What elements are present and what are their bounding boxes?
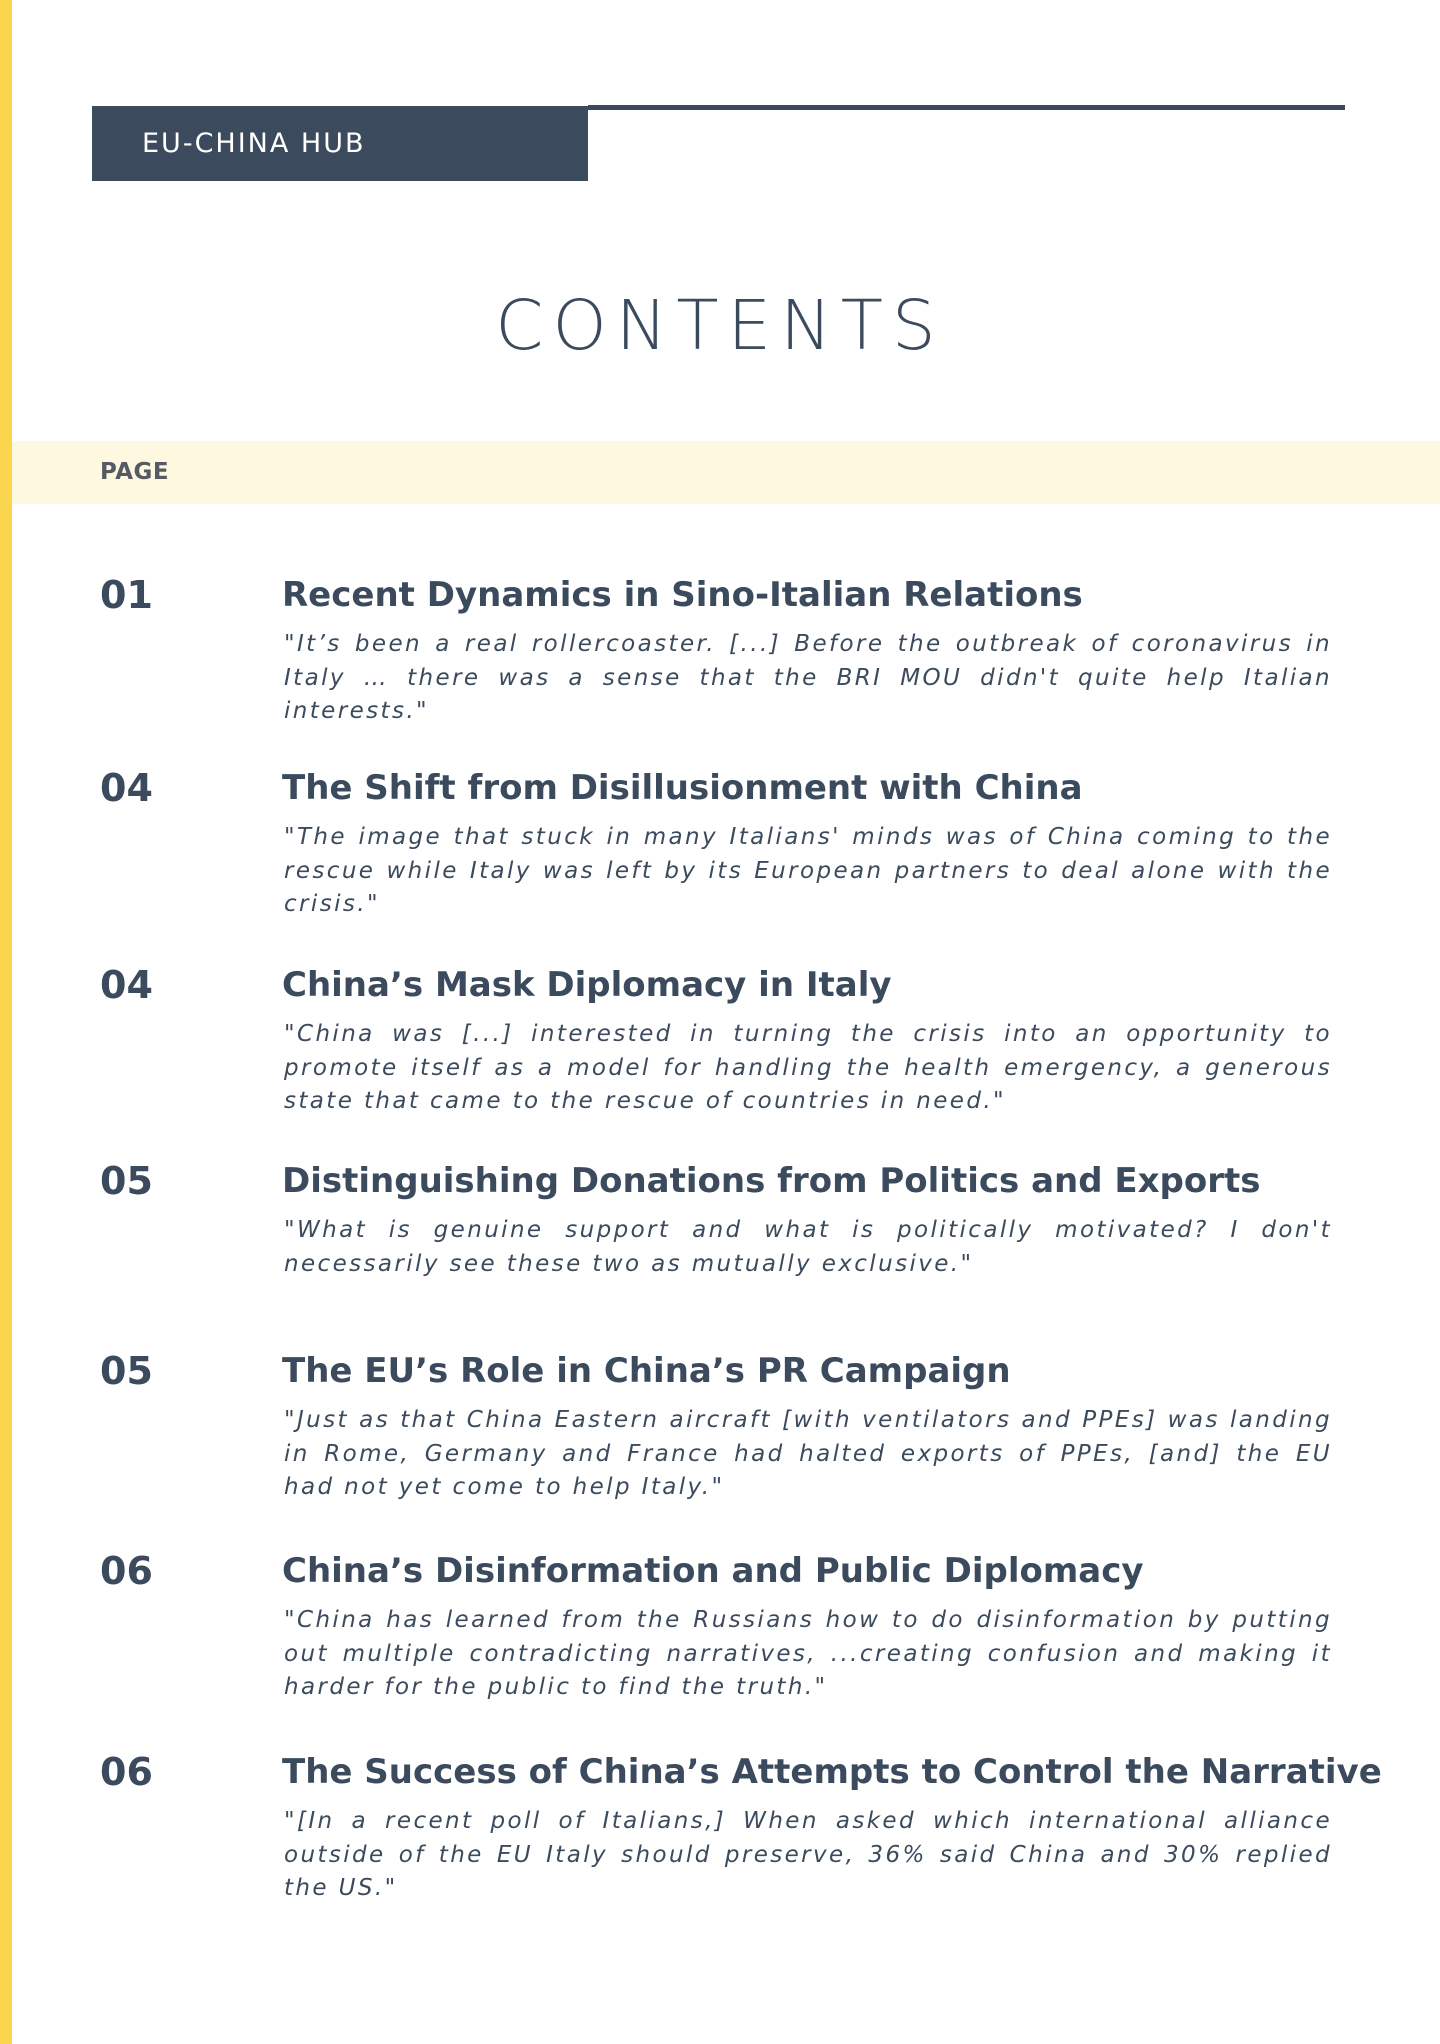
toc-entry-title[interactable]: China’s Mask Diplomacy in Italy [282, 965, 892, 1005]
brand-label: EU-CHINA HUB [92, 106, 588, 181]
toc-page-number: 06 [100, 1750, 153, 1794]
toc-page-number: 01 [100, 573, 153, 617]
toc-entry-quote: "[In a recent poll of Italians,] When asked which international alliance outside of the EU Italy should preserve, 36% said China and 30% replied the US." [284, 1808, 1332, 1901]
toc-page-number: 05 [100, 1159, 153, 1203]
toc-entry-quote: "The image that stuck in many Italians' minds was of China coming to the rescue while Italy was left by its European partners to deal alone with the crisis." [284, 824, 1332, 917]
toc-entry-quote: "It’s been a real rollercoaster. [...] Before the outbreak of coronavirus in Italy … there was a sense that the BRI MOU didn't quite help Italian interests." [284, 631, 1332, 724]
column-header-band [12, 441, 1440, 504]
toc-entry-title[interactable]: Recent Dynamics in Sino-Italian Relations [282, 575, 1083, 615]
toc-entry-title[interactable]: The EU’s Role in China’s PR Campaign [282, 1351, 1011, 1391]
toc-entry-title[interactable]: China’s Disinformation and Public Diplomacy [282, 1551, 1144, 1591]
toc-entry-quote: "China has learned from the Russians how to do disinformation by putting out multiple contradicting narratives, ...creating confusion and making it harder for the public to find the truth." [284, 1607, 1332, 1700]
page-column-label: PAGE [100, 459, 170, 485]
toc-page-number: 04 [100, 766, 153, 810]
toc-entry-quote: "Just as that China Eastern aircraft [with ventilators and PPEs] was landing in Rome, Germany and France had halted exports of PPEs, [and] the EU had not yet come to help Italy." [284, 1407, 1332, 1500]
toc-entry-title[interactable]: The Shift from Disillusionment with China [282, 768, 1083, 808]
toc-entry-title[interactable]: The Success of China’s Attempts to Control the Narrative [282, 1752, 1382, 1792]
toc-entry-quote: "China was [...] interested in turning the crisis into an opportunity to promote itself as a model for handling the health emergency, a generous state that came to the rescue of countries in need." [284, 1021, 1332, 1114]
toc-entry-quote: "What is genuine support and what is politically motivated? I don't necessarily see these two as mutually exclusive." [284, 1217, 1332, 1277]
page-title: CONTENTS [495, 286, 945, 366]
toc-entry-title[interactable]: Distinguishing Donations from Politics and Exports [282, 1161, 1261, 1201]
toc-page-number: 05 [100, 1349, 153, 1393]
header-rule [588, 105, 1345, 110]
toc-page-number: 06 [100, 1549, 153, 1593]
toc-page-number: 04 [100, 963, 153, 1007]
